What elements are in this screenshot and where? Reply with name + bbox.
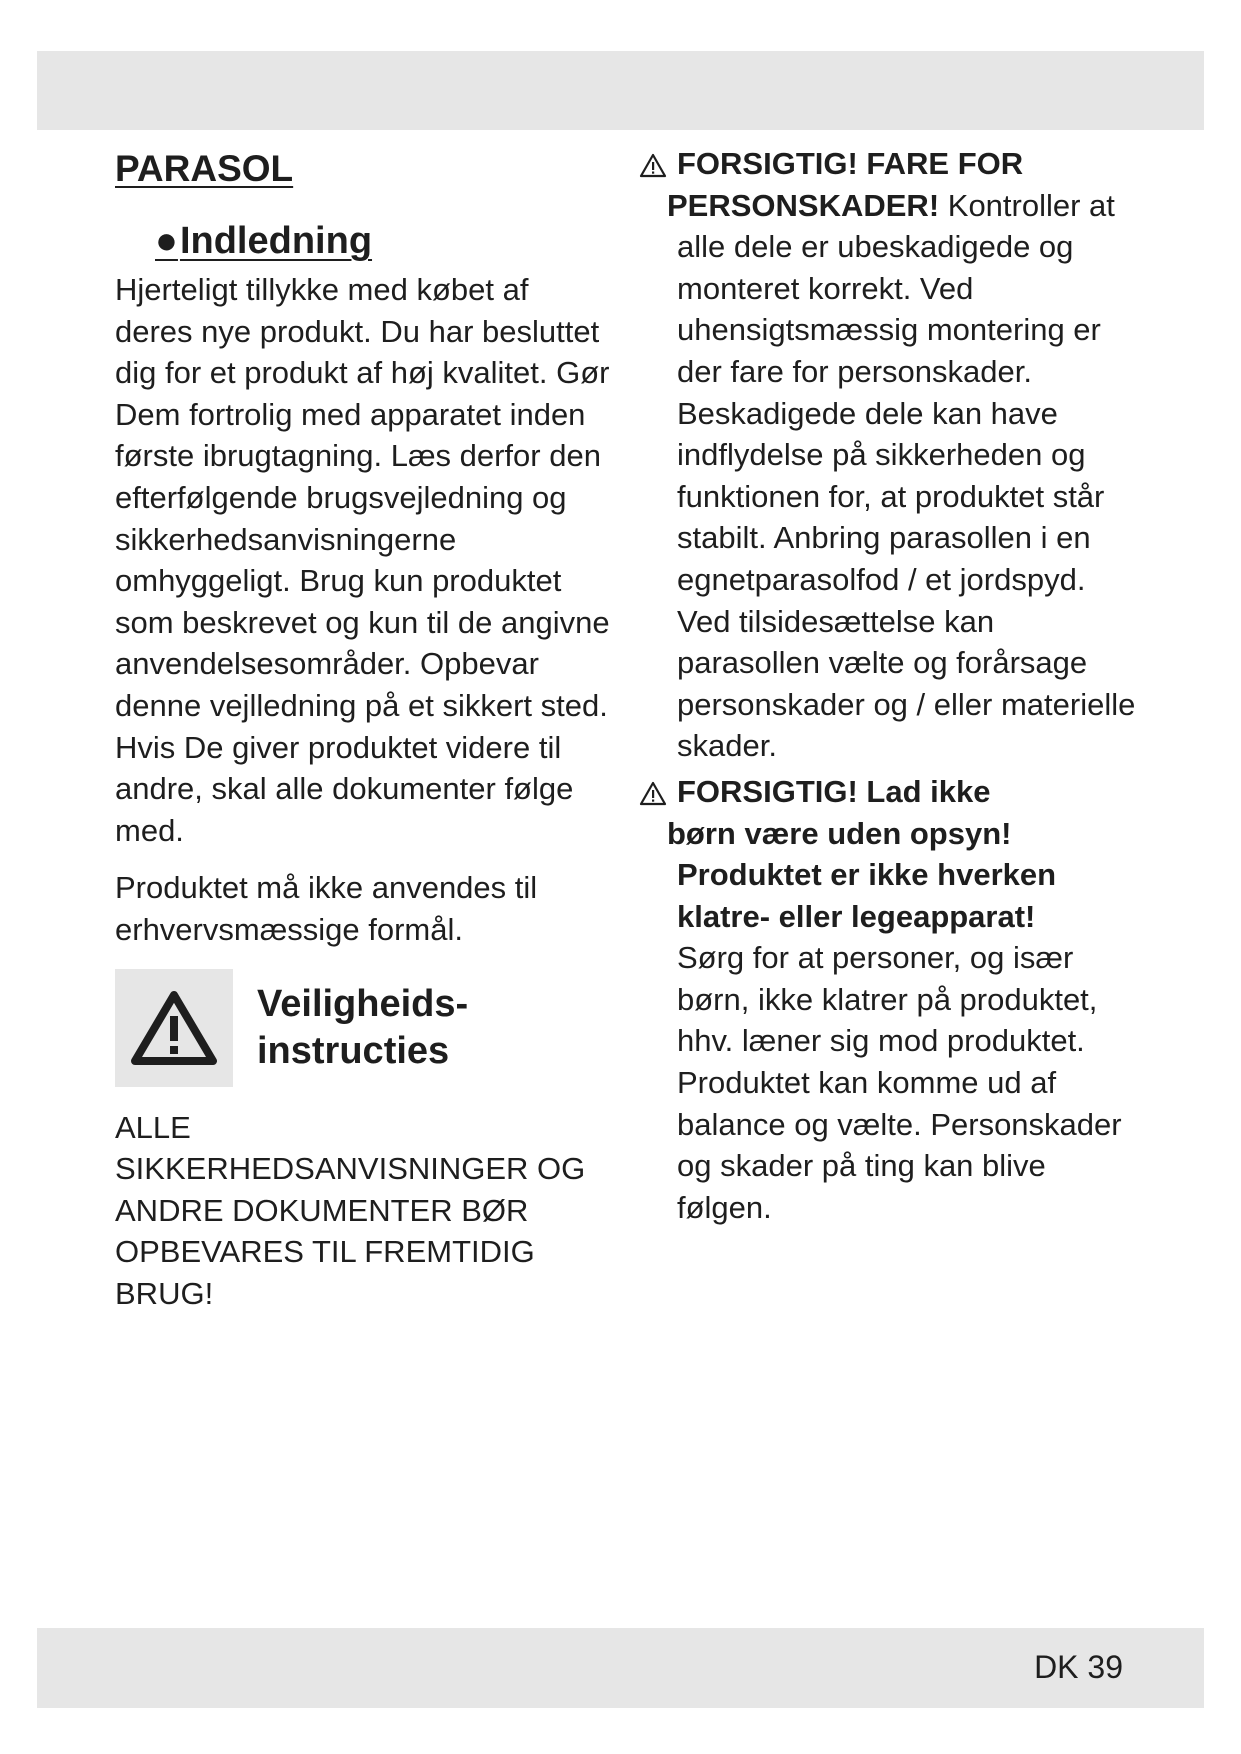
intro-heading — [155, 215, 610, 267]
warning-injury — [639, 143, 1139, 767]
safety-heading — [257, 981, 468, 1075]
safety-section-header — [115, 969, 610, 1087]
safety-heading-line-2: instructies — [257, 1029, 450, 1072]
warning-children-text: Sørg for at personer, og især børn, ikke klatrer på produktet, hhv. læner sig mod produktet. Produktet kan komme ud af balance og vælte. Personskader og skader på ting kan blive følgen. — [677, 940, 1122, 1225]
left-column — [115, 143, 610, 1314]
commercial-note: Produktet må ikke anvendes til erhvervsmæssige formål. — [115, 870, 538, 947]
header-band — [37, 51, 1204, 130]
intro-heading-text: Indledning — [179, 220, 373, 262]
warning-children-title-2: børn være uden opsyn! Produktet er ikke hverken klatre- eller legeapparat! — [667, 815, 1057, 934]
caution-icon — [639, 781, 667, 806]
warning-injury-text: Kontroller at alle dele er ubeskadigede og monteret korrekt. Ved uhensigtsmæssig montering er der fare for personskader. Beskadigede dele kan have indflydelse på sikkerheden og funktionen for, at produktet står stabilt. Anbring parasollen i en egnetparasolfod / et jordspyd. Ved tilsidesættelse kan parasollen vælte og forårsage personskader og / eller materielle skader. — [677, 187, 1136, 764]
page-title: PARASOL — [115, 148, 294, 189]
bullet-icon: ● — [155, 220, 178, 262]
warning-children-title: FORSIGTIG! Lad ikke — [677, 773, 991, 809]
warning-injury-title: FORSIGTIG! FARE FOR — [677, 146, 1024, 181]
safety-heading-line-1: Veiligheids- — [257, 982, 469, 1025]
intro-paragraph: Hjerteligt tillykke med købet af deres nye produkt. Du har besluttet dig for et produkt af høj kvalitet. Gør Dem fortrolig med apparatet inden første ibrugtagning. Læs derfor den efterfølgende brugsvejledning og sikkerhedsanvisningerne omhyggeligt. Brug kun produktet som beskrevet og kun til de angivne anvendelsesområder. Opbevar denne vejlledning på et sikkert sted. Hvis De giver produktet videre til andre, skal alle dokumenter følge med. — [115, 272, 610, 848]
footer-band — [37, 1628, 1204, 1708]
right-column — [639, 143, 1139, 1228]
warning-injury-title-2: PERSONSKADER! — [667, 187, 940, 223]
caution-icon — [639, 153, 667, 178]
warning-children — [639, 771, 1139, 1229]
keep-documents-notice: ALLE SIKKERHEDSANVISNINGER OG ANDRE DOKUMENTER BØR OPBEVARES TIL FREMTIDIG BRUG! — [115, 1109, 586, 1311]
warning-triangle-icon — [115, 969, 233, 1087]
page-number: DK 39 — [1034, 1649, 1123, 1685]
